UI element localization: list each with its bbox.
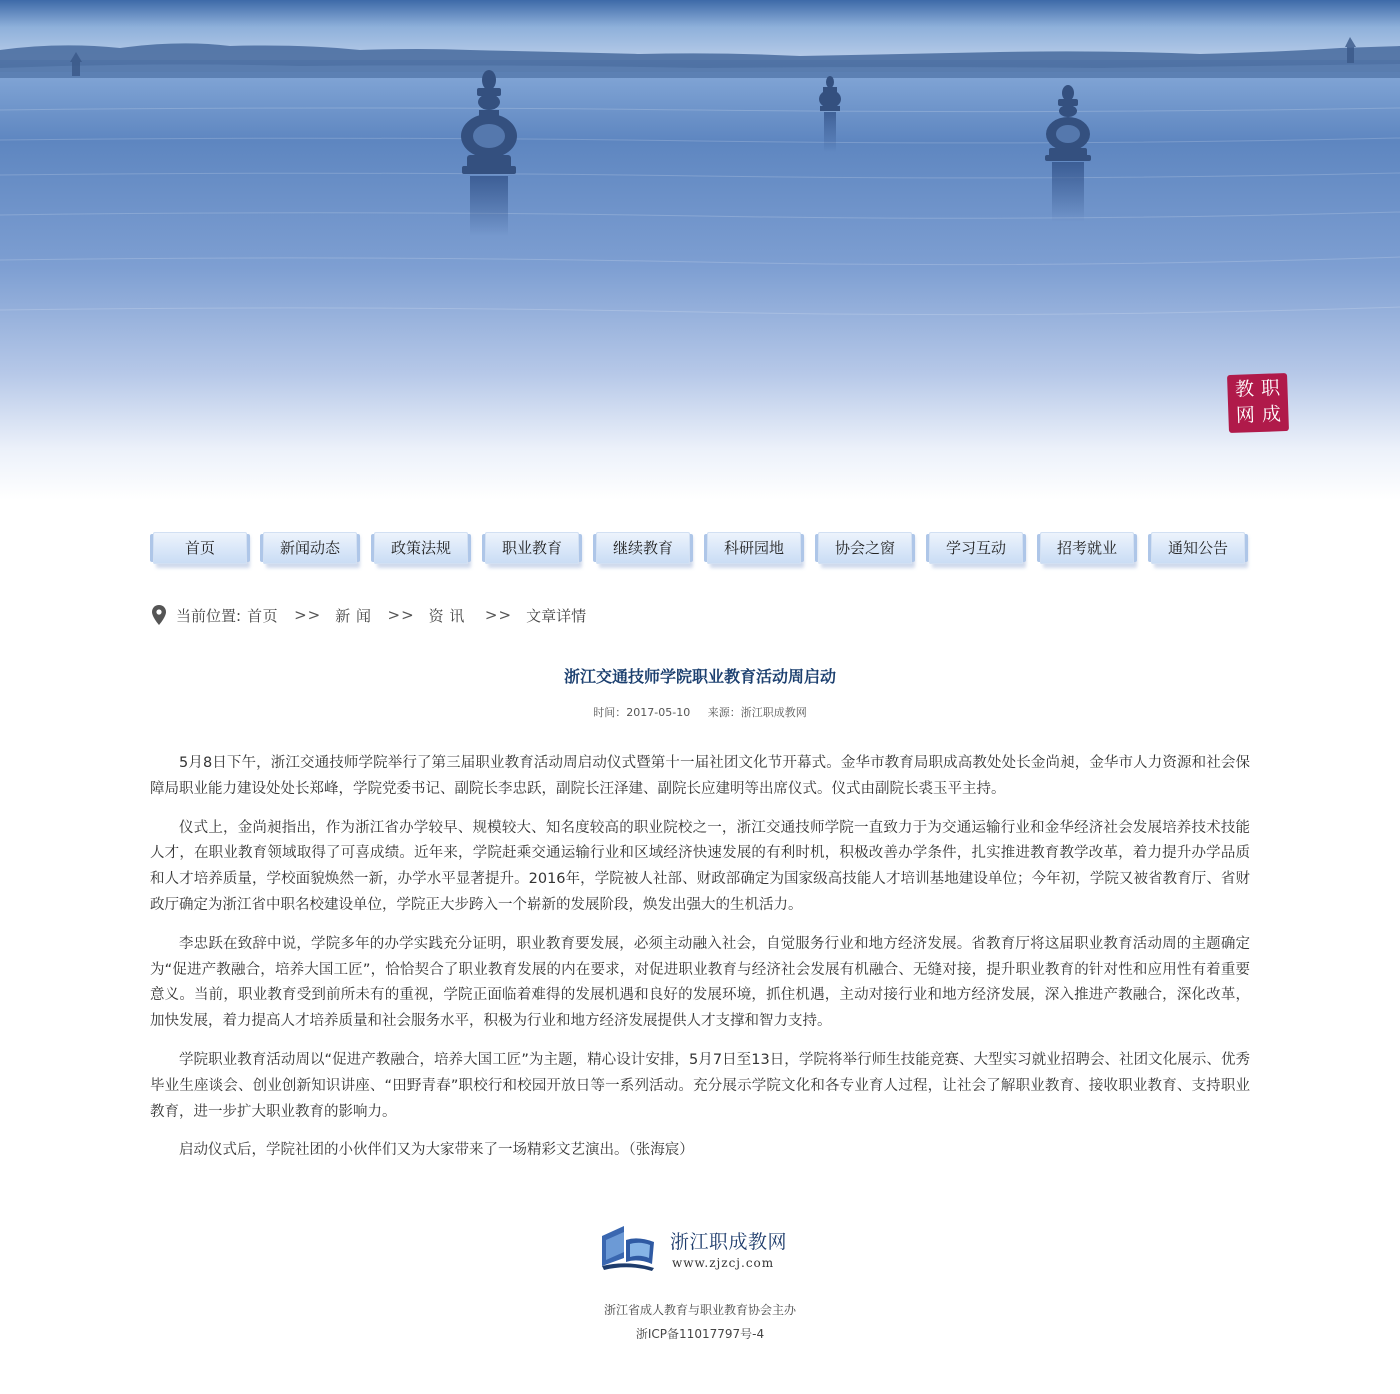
west-lake-scenery-image <box>0 0 1400 500</box>
footer-logo[interactable] <box>598 1222 808 1272</box>
breadcrumb-info-link[interactable]: 资 讯 <box>428 606 465 625</box>
site-seal-logo <box>1227 373 1289 433</box>
article-paragraph: 5月8日下午，浙江交通技师学院举行了第三届职业教育活动周启动仪式暨第十一届社团文化节开幕式。金华市教育局职成高教处处长金尚昶，金华市人力资源和社会保障局职业能力建设处处长郑峰，学院党委书记、副院长李忠跃，副院长汪泽建、副院长应建明等出席仪式。仪式由副院长裘玉平主持。 <box>150 755 1250 797</box>
article-paragraph: 学院职业教育活动周以“促进产教融合，培养大国工匠”为主题，精心设计安排，5月7日至13日，学院将举行师生技能竞赛、大型实习就业招聘会、社团文化展示、优秀毕业生座谈会、创业创新知识讲座、“田野青春”职校行和校园开放日等一系列活动。充分展示学院文化和各专业育人过程，让社会了解职业教育、接收职业教育、支持职业教育，进一步扩大职业教育的影响力。 <box>150 1051 1250 1120</box>
footer-icp-link[interactable]: 浙ICP备11017797号-4 <box>635 1327 765 1341</box>
seal-char: 职 <box>1260 377 1281 400</box>
breadcrumb-home-link[interactable]: 首页 <box>247 606 279 625</box>
nav-item-association[interactable]: 协会之窗 <box>818 532 912 564</box>
footer-logo-url: www.zjzcj.com <box>672 1256 775 1270</box>
article-meta <box>150 704 1250 720</box>
article-title: 浙江交通技师学院职业教育活动周启动 <box>563 667 836 686</box>
breadcrumb-separator: >> <box>387 606 415 624</box>
breadcrumb-prefix: 当前位置: <box>176 606 242 625</box>
article-date: 时间：2017-05-10 <box>593 706 691 719</box>
nav-item-news[interactable]: 新闻动态 <box>263 532 357 564</box>
breadcrumb-separator: >> <box>484 606 513 624</box>
article-paragraph: 李忠跃在致辞中说，学院多年的办学实践充分证明，职业教育要发展，必须主动融入社会，自觉服务行业和地方经济发展。省教育厅将这届职业教育活动周的主题确定为“促进产教融合，培养大国工匠”，恰恰契合了职业教育发展的内在要求，对促进职业教育与经济社会发展有机融合、无缝对接，提升职业教育的针对性和应用性有着重要意义。当前，职业教育受到前所未有的重视，学院正面临着难得的发展机遇和良好的发展环境，抓住机遇，主动对接行业和地方经济发展，深入推进产教融合，深化改革，加快发展，着力提高人才培养质量和社会服务水平，积极为行业和地方经济发展提供人才支撑和智力支持。 <box>150 935 1250 1030</box>
footer-organizer: 浙江省成人教育与职业教育协会主办 <box>603 1303 796 1317</box>
nav-item-vocational[interactable]: 职业教育 <box>485 532 579 564</box>
breadcrumb <box>152 604 586 626</box>
article-source: 来源：浙江职成教网 <box>707 706 807 719</box>
nav-item-home[interactable]: 首页 <box>153 532 247 564</box>
location-pin-icon <box>152 605 166 625</box>
nav-item-research[interactable]: 科研园地 <box>707 532 801 564</box>
footer-logo-name: 浙江职成教网 <box>670 1231 788 1253</box>
article-body <box>150 751 1250 1177</box>
nav-item-policy[interactable]: 政策法规 <box>374 532 468 564</box>
nav-item-notices[interactable]: 通知公告 <box>1151 532 1245 564</box>
nav-item-learning[interactable]: 学习互动 <box>929 532 1023 564</box>
seal-char: 教 <box>1234 378 1255 401</box>
breadcrumb-news-link[interactable]: 新 闻 <box>335 606 372 625</box>
breadcrumb-separator: >> <box>294 606 322 624</box>
nav-item-continuing[interactable]: 继续教育 <box>596 532 690 564</box>
article-paragraph: 启动仪式后，学院社团的小伙伴们又为大家带来了一场精彩文艺演出。（张海宸） <box>179 1142 694 1159</box>
header-banner <box>0 0 1400 500</box>
nav-item-employment[interactable]: 招考就业 <box>1040 532 1134 564</box>
breadcrumb-current: 文章详情 <box>526 606 587 625</box>
open-book-logo-icon <box>598 1222 664 1272</box>
seal-char: 网 <box>1235 404 1256 427</box>
seal-char: 成 <box>1261 403 1282 426</box>
main-nav <box>150 532 1250 566</box>
article-paragraph: 仪式上，金尚昶指出，作为浙江省办学较早、规模较大、知名度较高的职业院校之一，浙江交通技师学院一直致力于为交通运输行业和金华经济社会发展培养技术技能人才，在职业教育领域取得了可喜成绩。近年来，学院赶乘交通运输行业和区域经济快速发展的有利时机，积极改善办学条件，扎实推进教育教学改革，着力提升办学品质和人才培养质量，学校面貌焕然一新，办学水平显著提升。2016年，学院被人社部、财政部确定为国家级高技能人才培训基地建设单位；今年初，学院又被省教育厅、省财政厅确定为浙江省中职名校建设单位，学院正大步跨入一个崭新的发展阶段，焕发出强大的生机活力。 <box>150 819 1250 913</box>
